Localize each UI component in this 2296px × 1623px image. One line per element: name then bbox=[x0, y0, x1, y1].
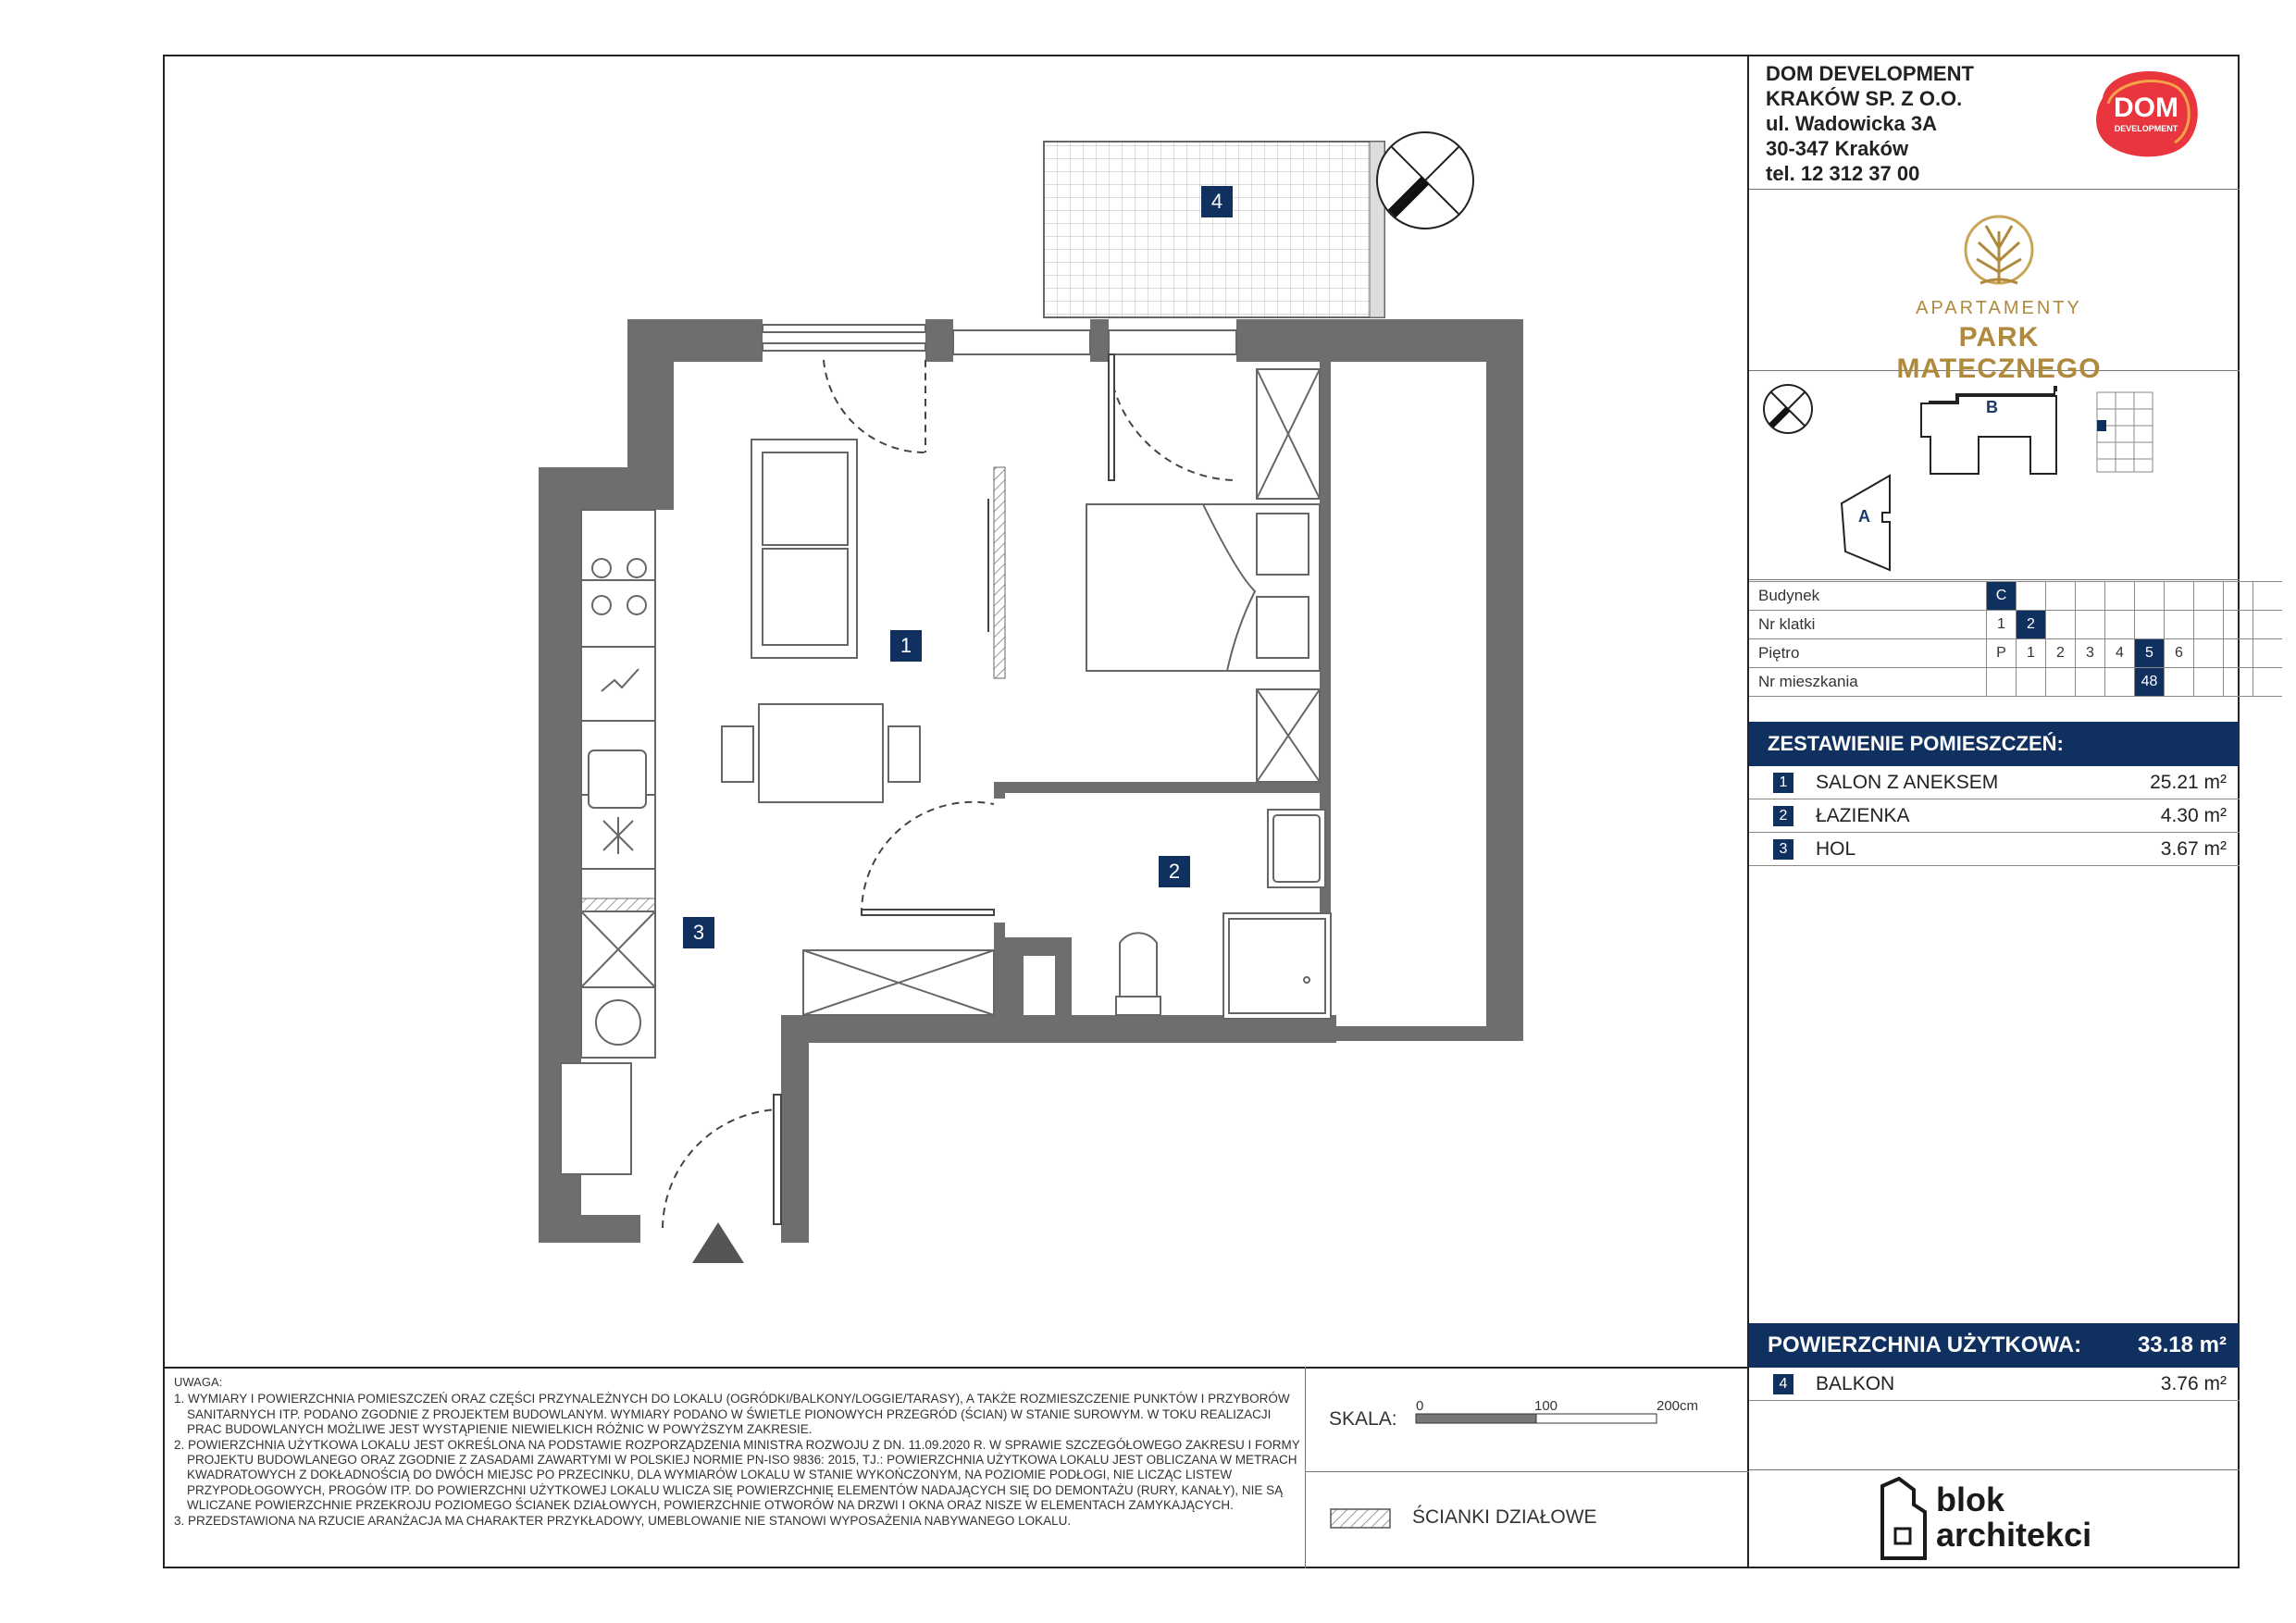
footer-divider bbox=[1305, 1367, 1306, 1568]
key-north-arrow bbox=[1764, 385, 1812, 433]
info-row bbox=[1749, 611, 2282, 639]
info-cell bbox=[2165, 582, 2194, 611]
info-cell bbox=[2165, 668, 2194, 697]
info-cell bbox=[2046, 582, 2076, 611]
info-cell bbox=[2253, 611, 2283, 639]
info-cell bbox=[2105, 611, 2135, 639]
partition-legend-swatch bbox=[1329, 1506, 1394, 1530]
dining-set bbox=[722, 704, 920, 802]
company-phone: tel. 12 312 37 00 bbox=[1766, 162, 1920, 185]
north-arrow bbox=[1377, 132, 1473, 229]
info-cell bbox=[2224, 582, 2253, 611]
room-number: 3 bbox=[1773, 839, 1793, 860]
building-c-marker bbox=[2097, 420, 2106, 431]
info-cell: 2 bbox=[2046, 639, 2076, 668]
info-cell bbox=[2076, 582, 2105, 611]
room-row bbox=[1749, 766, 2240, 799]
room-name: HOL bbox=[1816, 838, 1856, 860]
info-cell bbox=[2253, 582, 2283, 611]
info-row bbox=[1749, 639, 2282, 668]
extra-room-row bbox=[1749, 1368, 2240, 1401]
key-plan bbox=[1749, 372, 2240, 577]
extra-room-name: BALKON bbox=[1816, 1373, 1895, 1394]
info-cell bbox=[2017, 668, 2046, 697]
sofa bbox=[751, 440, 857, 658]
panel-rule-1 bbox=[1749, 189, 2240, 190]
total-area-value: 33.18 m² bbox=[2137, 1332, 2227, 1357]
project-name-line1: APARTAMENTY bbox=[1916, 298, 2082, 318]
info-cell bbox=[2046, 668, 2076, 697]
total-area-bar bbox=[1749, 1323, 2240, 1368]
company-address bbox=[1766, 61, 1974, 186]
room-badge-2: 2 bbox=[1159, 856, 1190, 887]
kitchen-unit bbox=[581, 510, 655, 954]
info-cell bbox=[2076, 611, 2105, 639]
footer-rule bbox=[163, 1367, 1749, 1369]
footer-rule-3 bbox=[1749, 1469, 2240, 1470]
info-cell: 6 bbox=[2165, 639, 2194, 668]
info-cell: 5 bbox=[2135, 639, 2165, 668]
info-row-label: Nr klatki bbox=[1749, 611, 1987, 639]
info-cell bbox=[2224, 611, 2253, 639]
room-area: 25.21 m² bbox=[2150, 772, 2227, 793]
room-number: 1 bbox=[1773, 773, 1793, 793]
scale-tick-100: 100 bbox=[1534, 1398, 1558, 1414]
info-cell bbox=[2253, 668, 2283, 697]
info-cell bbox=[2224, 639, 2253, 668]
windows bbox=[763, 325, 1236, 354]
scale-label: SKALA: bbox=[1329, 1408, 1397, 1430]
company-name-line2: KRAKÓW SP. Z O.O. bbox=[1766, 87, 1963, 110]
info-cell: C bbox=[1987, 582, 2017, 611]
footer-rule-2 bbox=[1305, 1471, 1749, 1472]
info-cell bbox=[2135, 611, 2165, 639]
room-badge-4: 4 bbox=[1201, 186, 1233, 217]
blok-architekci-icon bbox=[1877, 1477, 1929, 1566]
info-row-label: Budynek bbox=[1749, 582, 1987, 611]
info-row bbox=[1749, 582, 2282, 611]
scale-tick-200: 200cm bbox=[1657, 1398, 1699, 1414]
info-cell bbox=[2135, 582, 2165, 611]
info-cell bbox=[2105, 582, 2135, 611]
building-c-plan bbox=[2097, 392, 2153, 472]
info-cell bbox=[2194, 582, 2224, 611]
rooms-header: ZESTAWIENIE POMIESZCZEŃ: bbox=[1749, 722, 2240, 766]
info-cell bbox=[1987, 668, 2017, 697]
partition-tv bbox=[994, 467, 1005, 678]
project-logo bbox=[1860, 205, 2138, 384]
info-cell bbox=[2076, 668, 2105, 697]
door-swings bbox=[663, 360, 1236, 1228]
dom-development-logo bbox=[2090, 67, 2203, 159]
scale-tick-0: 0 bbox=[1416, 1398, 1424, 1414]
room-number: 2 bbox=[1773, 806, 1793, 826]
info-cell: 2 bbox=[2017, 611, 2046, 639]
extra-room-area: 3.76 m² bbox=[2160, 1373, 2227, 1394]
architect-line1: blok bbox=[1936, 1481, 2005, 1518]
exterior-walls bbox=[539, 319, 1523, 1243]
floor-plan-drawing bbox=[163, 55, 1747, 1365]
unit-info-table bbox=[1749, 581, 2282, 697]
key-label-b: B bbox=[1986, 398, 1998, 416]
note-item: 2. POWIERZCHNIA UŻYTKOWA LOKALU JEST OKREŚLONA NA PODSTAWIE ROZPORZĄDZENIA MINISTRA ROZWOJU Z DN. 11.09.2020 R. W SPRAWIE SZCZEGÓŁOWEGO ZAKRESU I FORMY PROJEKTU BUDOWLANEGO ORAZ ZGODNIE Z ZASADAMI ZAWARTYMI W POLSKIEJ NORMIE PN-ISO 9836: 2015, TJ.: POWIERZCHNIA UŻYTKOWA LOKALU JEST OBLICZANA W METRACH KWADRATOWYCH Z DOKŁADNOŚCIĄ DO DWÓCH MIEJSC PO PRZECINKU, DLA WYMIARÓW LOKALU W STANIE WYKOŃCZONYM, NA POZIOMIE PODŁOGI, NIE LICZĄC LISTEW PRZYPODŁOGOWYCH, PROGÓW ITP. DO POWIERZCHNI UŻYTKOWEJ LOKALU WLICZA SIĘ POWIERZCHNIĘ ELEMENTÓW NADAJĄCYCH SIĘ DO DEMONTAŻU (RURY, KANAŁY), NIE SĄ WLICZANE POWIERZCHNIE PRZEKROJU POZIOMEGO ŚCIANEK DZIAŁOWYCH, POWIERZCHNIE OTWORÓW NA DRZWI I OKNA ORAZ NISZE W ELEMENTACH ZAMYKAJĄCYCH. bbox=[174, 1437, 1300, 1513]
bed bbox=[1086, 504, 1320, 671]
tree-icon bbox=[1860, 205, 2138, 298]
room-area: 3.67 m² bbox=[2160, 838, 2227, 860]
room-row bbox=[1749, 799, 2240, 833]
info-row bbox=[1749, 668, 2282, 697]
company-city: 30-347 Kraków bbox=[1766, 137, 1909, 160]
info-cell bbox=[2046, 611, 2076, 639]
info-cell bbox=[2194, 639, 2224, 668]
project-name-line2: PARK MATECZNEGO bbox=[1896, 322, 2102, 384]
company-street: ul. Wadowicka 3A bbox=[1766, 112, 1938, 135]
info-cell: 4 bbox=[2105, 639, 2135, 668]
info-row-label: Nr mieszkania bbox=[1749, 668, 1987, 697]
info-cell bbox=[2165, 611, 2194, 639]
info-cell: P bbox=[1987, 639, 2017, 668]
room-badge-3: 3 bbox=[683, 917, 714, 948]
room-area: 4.30 m² bbox=[2160, 805, 2227, 826]
room-name: SALON Z ANEKSEM bbox=[1816, 772, 1999, 793]
panel-rule-3 bbox=[1749, 579, 2240, 580]
dom-logo-text: DOM bbox=[2114, 93, 2178, 123]
scale-bar bbox=[1407, 1395, 1712, 1432]
note-item: 3. PRZEDSTAWIONA NA RZUCIE ARANŻACJA MA CHARAKTER PRZYKŁADOWY, UMEBLOWANIE NIE STANOWI WYPOSAŻENIA NABYWANEGO LOKALU. bbox=[174, 1513, 1072, 1528]
info-cell: 1 bbox=[2017, 639, 2046, 668]
info-cell bbox=[2194, 611, 2224, 639]
info-row-label: Piętro bbox=[1749, 639, 1987, 668]
balcony-floor bbox=[1044, 142, 1384, 317]
info-cell: 48 bbox=[2135, 668, 2165, 697]
entrance-marker bbox=[692, 1222, 744, 1263]
blok-architekci-logo bbox=[1936, 1482, 2091, 1553]
note-item: 1. WYMIARY I POWIERZCHNIA POMIESZCZEŃ ORAZ CZĘŚCI PRZYNALEŻNYCH DO LOKALU (OGRÓDKI/BALKONY/LOGGIE/TARASY), A TAKŻE ROZMIESZCZENIE PUNKTÓW I PRZYBORÓW SANITARNYCH ITP. PODANO ZGODNIE Z PROJEKTEM BUDOWLANYM. WYMIARY PODANO W ŚWIETLE PIONOWYCH PRZEGRÓD (ŚCIAN) W STANIE SUROWYM. W TOKU REALIZACJI PRAC BUDOWLANYCH MOŻLIWE JEST WYSTĄPIENIE NIEWIELKICH RÓŻNIC W POWYŻSZYM ZAKRESIE. bbox=[174, 1392, 1290, 1437]
room-row bbox=[1749, 833, 2240, 866]
partition-legend-label: ŚCIANKI DZIAŁOWE bbox=[1412, 1506, 1597, 1528]
extra-room-number: 4 bbox=[1773, 1374, 1793, 1394]
info-cell: 3 bbox=[2076, 639, 2105, 668]
room-name: ŁAZIENKA bbox=[1816, 805, 1910, 826]
architect-line2: architekci bbox=[1936, 1516, 2092, 1554]
notes bbox=[174, 1375, 1303, 1529]
info-cell: 1 bbox=[1987, 611, 2017, 639]
company-name-line1: DOM DEVELOPMENT bbox=[1766, 62, 1974, 85]
floor-plan bbox=[163, 55, 1747, 1365]
info-cell bbox=[2224, 668, 2253, 697]
key-label-a: A bbox=[1858, 507, 1870, 526]
room-badge-1: 1 bbox=[890, 630, 922, 662]
info-cell bbox=[2194, 668, 2224, 697]
info-cell bbox=[2253, 639, 2283, 668]
notes-heading: UWAGA: bbox=[174, 1375, 223, 1389]
partition-hatch bbox=[581, 898, 655, 911]
total-area-label: POWIERZCHNIA UŻYTKOWA: bbox=[1768, 1332, 2082, 1357]
info-cell bbox=[2105, 668, 2135, 697]
info-cell bbox=[2017, 582, 2046, 611]
dom-logo-subtext: DEVELOPMENT bbox=[2114, 124, 2178, 133]
